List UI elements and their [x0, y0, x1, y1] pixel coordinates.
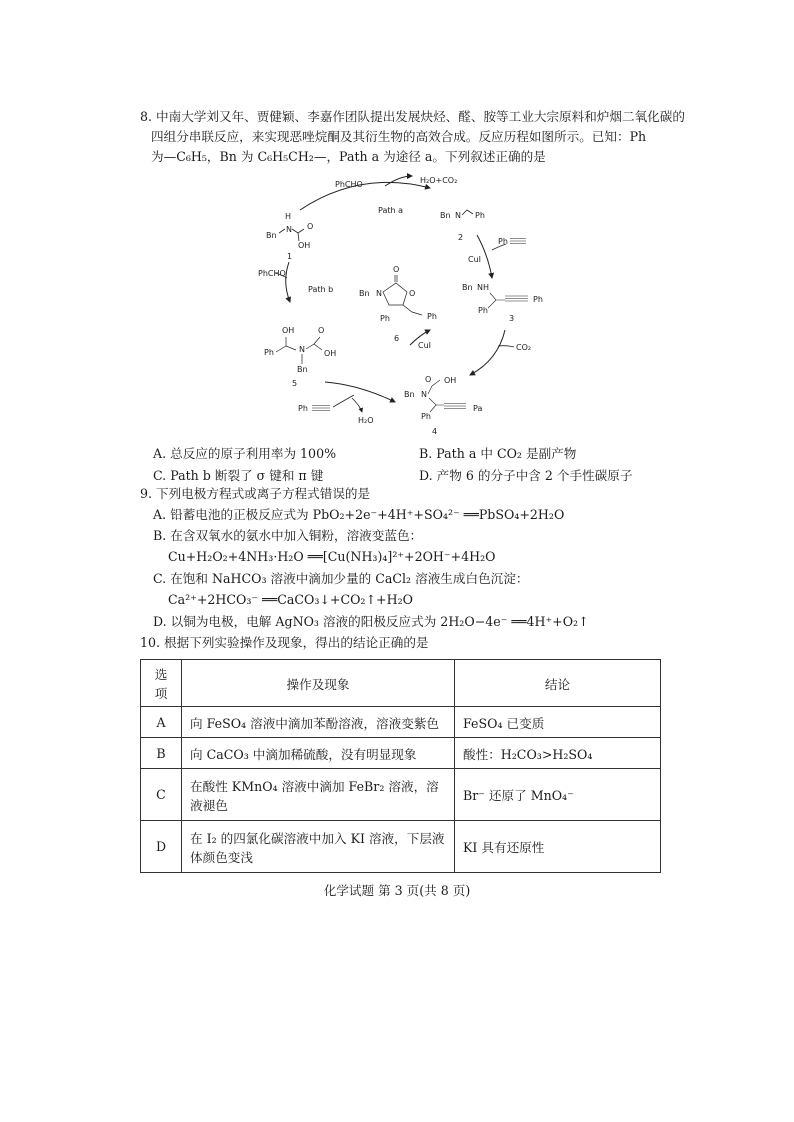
label-phcho-top: PhCHO [335, 180, 363, 189]
row-conclusion: KI 具有还原性 [455, 821, 661, 873]
label-compound-2: 2 [458, 233, 464, 242]
svg-text:NH: NH [477, 283, 489, 292]
row-operation: 在 I₂ 的四氯化碳溶液中加入 KI 溶液，下层液体颜色变浅 [182, 821, 455, 873]
label-phcho-left: PhCHO [258, 269, 286, 278]
svg-text:Bn: Bn [297, 365, 308, 374]
q9-option-a: A. 铅蓄电池的正极反应式为 PbO₂+2e⁻+4H⁺+SO₄²⁻ ══PbSO₄+2H₂O [153, 507, 565, 522]
q8-stem-line3: 为—C₆H₅，Bn 为 C₆H₅CH₂—，Path a 为途径 a。下列叙述正确的是 [151, 149, 546, 164]
svg-text:Ph: Ph [427, 312, 437, 321]
svg-text:Ph: Ph [264, 348, 274, 357]
q8-stem-line1: 8. 中南大学刘又年、贾健颖、李嘉作团队提出发展炔烃、醛、胺等工业大宗原料和炉烟二氧化碳的 [140, 109, 685, 124]
svg-text:N: N [376, 289, 382, 298]
q10-stem: 10. 根据下列实验操作及现象，得出的结论正确的是 [140, 635, 429, 650]
table-header-row [141, 660, 661, 707]
row-conclusion: Br⁻ 还原了 MnO₄⁻ [455, 769, 661, 821]
row-operation: 向 CaCO₃ 中滴加稀硫酸，没有明显现象 [182, 738, 455, 769]
svg-text:N: N [299, 345, 305, 354]
svg-text:O: O [393, 265, 400, 274]
label-h2o-co2: H₂O+CO₂ [420, 176, 458, 185]
row-option: C [141, 769, 182, 821]
svg-text:Ph: Ph [475, 211, 485, 220]
q8-option-c: C. Path b 断裂了 σ 键和 π 键 [153, 468, 324, 483]
label-co2: CO₂ [516, 343, 532, 352]
arrow-3-to-4 [470, 330, 505, 375]
svg-text:Bn: Bn [440, 211, 451, 220]
svg-text:N: N [421, 390, 427, 399]
svg-text:Ph: Ph [533, 295, 543, 304]
arrow-path-a [300, 182, 430, 210]
q8-option-a: A. 总反应的原子利用率为 100% [153, 446, 337, 461]
header-operation: 操作及现象 [182, 660, 455, 707]
q9-option-c-line2: Ca²⁺+2HCO₃⁻ ══CaCO₃↓+CO₂↑+H₂O [168, 592, 413, 607]
svg-text:O: O [307, 222, 314, 231]
q8-option-d: D. 产物 6 的分子中含 2 个手性碳原子 [419, 468, 633, 483]
label-compound-6: 6 [394, 334, 400, 343]
svg-text:N: N [455, 211, 461, 220]
row-option: B [141, 738, 182, 769]
svg-text:Ph: Ph [478, 306, 488, 315]
q9-option-d: D. 以铜为电极，电解 AgNO₃ 溶液的阳极反应式为 2H₂O−4e⁻ ══4H⁺+O₂↑ [153, 614, 589, 629]
label-cui-1: CuI [468, 255, 482, 264]
reaction-mechanism-diagram [255, 170, 575, 440]
table-row [141, 738, 661, 769]
svg-text:OH: OH [282, 326, 295, 335]
row-operation: 在酸性 KMnO₄ 溶液中滴加 FeBr₂ 溶液，溶液褪色 [182, 769, 455, 821]
row-option: A [141, 707, 182, 738]
arrow-h2o-release [385, 176, 412, 186]
svg-text:N: N [286, 225, 292, 234]
arrow-5-to-4 [325, 382, 395, 402]
q9-option-b-line2: Cu+H₂O₂+4NH₃·H₂O ══[Cu(NH₃)₄]²⁺+2OH⁻+4H₂O [168, 549, 496, 564]
svg-text:Bn: Bn [266, 231, 277, 240]
svg-text:Bn: Bn [462, 283, 473, 292]
label-compound-5: 5 [292, 379, 298, 388]
row-option: D [141, 821, 182, 873]
arrow-path-b [286, 262, 290, 302]
q8-option-b: B. Path a 中 CO₂ 是副产物 [419, 446, 577, 461]
label-compound-1: 1 [287, 252, 293, 261]
svg-text:Ph: Ph [298, 404, 308, 413]
svg-text:Ph: Ph [380, 314, 390, 323]
row-conclusion: 酸性：H₂CO₃>H₂SO₄ [455, 738, 661, 769]
table-row [141, 707, 661, 738]
svg-text:O: O [425, 375, 432, 384]
q9-option-c-line1: C. 在饱和 NaHCO₃ 溶液中滴加少量的 CaCl₂ 溶液生成白色沉淀： [153, 571, 529, 586]
header-option: 选项 [141, 660, 182, 707]
svg-text:H: H [285, 212, 292, 221]
table-row [141, 821, 661, 873]
svg-text:Bn: Bn [404, 390, 415, 399]
label-h2o: H₂O [358, 416, 374, 425]
svg-text:Bn: Bn [359, 289, 370, 298]
label-compound-4: 4 [432, 427, 438, 436]
row-conclusion: FeSO₄ 已变质 [455, 707, 661, 738]
label-compound-3: 3 [509, 314, 515, 323]
svg-text:Ph: Ph [421, 412, 431, 421]
q9-stem: 9. 下列电极方程式或离子方程式错误的是 [140, 486, 371, 501]
svg-text:OH: OH [298, 241, 311, 250]
svg-text:Ph: Ph [498, 237, 508, 246]
page-footer: 化学试题 第 3 页(共 8 页) [323, 883, 471, 898]
label-cui-2: CuI [418, 341, 432, 350]
svg-text:O: O [409, 289, 416, 298]
svg-text:Pa: Pa [473, 404, 483, 413]
svg-text:OH: OH [444, 376, 457, 385]
svg-text:O: O [318, 326, 325, 335]
label-path-b: Path b [308, 285, 334, 294]
label-path-a: Path a [378, 206, 404, 215]
svg-text:OH: OH [324, 349, 337, 358]
header-conclusion: 结论 [455, 660, 661, 707]
q8-stem-line2: 四组分串联反应，来实现恶唑烷酮及其衍生物的高效合成。反应历程如图所示。已知：Ph [151, 129, 647, 144]
row-operation: 向 FeSO₄ 溶液中滴加苯酚溶液，溶液变紫色 [182, 707, 455, 738]
table-row [141, 769, 661, 821]
q9-option-b-line1: B. 在含双氧水的氨水中加入铜粉，溶液变蓝色： [153, 528, 423, 543]
q10-experiment-table [140, 659, 661, 873]
